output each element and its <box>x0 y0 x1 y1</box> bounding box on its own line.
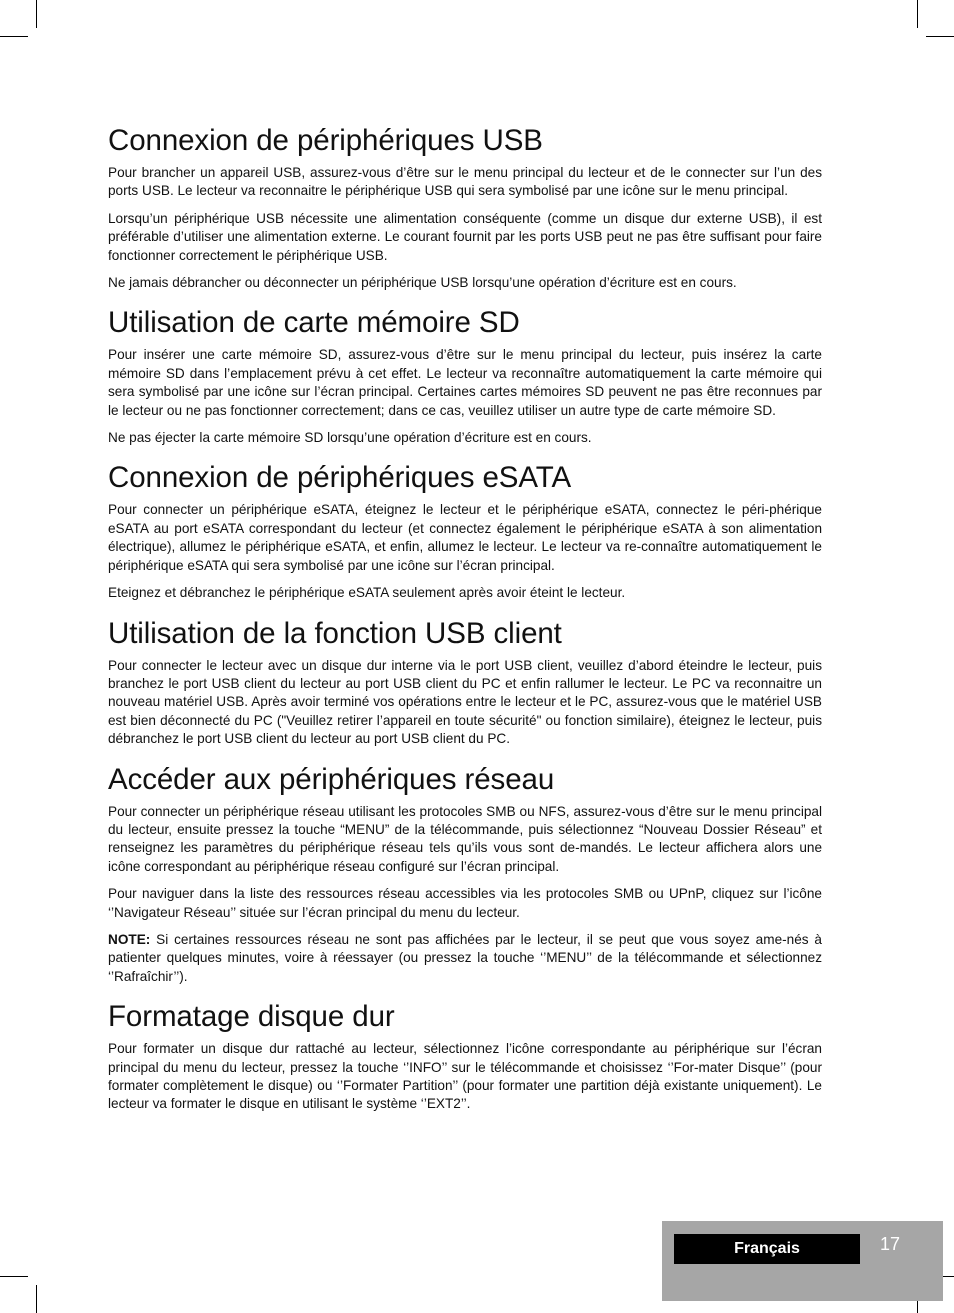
section-title: Connexion de périphériques eSATA <box>108 461 572 495</box>
section-usb-client <box>108 617 822 749</box>
paragraph: Ne jamais débrancher ou déconnecter un périphérique USB lorsqu’une opération d’écriture est en cours. <box>108 275 737 291</box>
language-label: Français <box>674 1234 860 1264</box>
note-text: Si certaines ressources réseau ne sont pas affichées par le lecteur, il se peut que vous soyez ame-nés à patienter quelques minutes, voire à réessayer (ou pressez la touche ‘’MENU’’ de la télécommande et sélectionnez ‘’Rafraîchir’’). <box>108 931 822 984</box>
note-paragraph <box>108 931 822 986</box>
section-esata <box>108 461 822 602</box>
paragraph: Pour connecter un périphérique eSATA, éteignez le lecteur et le périphérique eSATA, connectez le péri-phérique eSATA au port eSATA correspondant du lecteur (et connectez également le périphérique eSATA à son alimentation électrique), allumez le périphérique eSATA, et enfin, allumez le lecteur. Le lecteur va re-connaître automatiquement le périphérique eSATA qui sera symbolisé par une icône sur l’écran principal. <box>108 502 822 573</box>
paragraph: Pour formater un disque dur rattaché au lecteur, sélectionnez l’icône correspondante au périphérique sur l’écran principal du menu du lecteur, pressez la touche ‘’INFO’’ sur le télécommande et choisissez ‘’For-mater Disque’’ (pour formater complètement le disque) ou ‘’Formater Partition’’ (pour formater une partition déjà existante uniquement). Le lecteur va formater le disque en utilisant le système ‘’EXT2’’. <box>108 1041 822 1112</box>
section-title: Connexion de périphériques USB <box>108 124 543 157</box>
paragraph: Pour connecter un périphérique réseau utilisant les protocoles SMB ou NFS, assurez-vous d’être sur le menu principal du lecteur, ensuite pressez la touche “MENU” de la télécommande, puis sélectionnez “Nouveau Dossier Réseau” et renseignez les paramètres du périphérique réseau tels qu’ils vous sont de-mandés. Le lecteur affichera alors une icône correspondant au périphérique réseau configuré sur l’écran principal. <box>108 803 822 874</box>
crop-mark <box>36 1285 37 1313</box>
paragraph: Lorsqu’un périphérique USB nécessite une alimentation conséquente (comme un disque dur externe USB), il est préférable d’utiliser une alimentation externe. Le courant fournit par les ports USB peut ne pas être suffisant pour faire fonctionner correctement le périphérique USB. <box>108 210 822 263</box>
page-number: 17 <box>880 1234 901 1254</box>
paragraph: Pour insérer une carte mémoire SD, assurez-vous d’être sur le menu principal du lecteur, puis insérez la carte mémoire SD dans l’emplacement prévu à cet effet. Le lecteur va reconnaître automatiquement la carte mémoire qui sera symbolisé par une icône sur l’écran principal. Certaines cartes mémoires SD peuvent ne pas être reconnues par le lecteur ou ne pas fonctionner correctement; dans ce cas, veuillez utiliser un autre type de carte mémoire SD. <box>108 347 822 418</box>
section-title: Utilisation de la fonction USB client <box>108 616 562 650</box>
crop-mark <box>36 0 37 28</box>
section-title: Formatage disque dur <box>108 1000 395 1034</box>
paragraph: Pour connecter le lecteur avec un disque dur interne via le port USB client, veuillez d’abord éteindre le lecteur, puis branchez le port USB client du lecteur au port USB client du PC et enfin rallumer le lecteur. Le PC va reconnaitre un nouveau matériel USB. Après avoir terminé vos opérations entre le lecteur et le PC, assurez-vous que le matériel USB est bien déconnecté du PC ("Veuillez retirer l’appareil en toute sécurité" ou fonction similaire), éteignez le lecteur, puis débranchez le port USB client du lecteur au port USB client du PC. <box>108 657 822 747</box>
section-format <box>108 1000 822 1114</box>
note-label: NOTE: <box>108 931 151 947</box>
paragraph: Pour naviguer dans la liste des ressources réseau accessibles via les protocoles SMB ou UPnP, cliquez sur l’icône ‘’Navigateur Réseau’’ située sur l’écran principal du menu du lecteur. <box>108 886 822 920</box>
section-usb <box>108 124 822 292</box>
crop-mark <box>917 0 918 28</box>
crop-mark <box>0 1276 28 1277</box>
paragraph: Pour brancher un appareil USB, assurez-vous d’être sur le menu principal du lecteur et de le connecter sur l’un des ports USB. Le lecteur va reconnaitre le périphérique USB qui sera symbolisé par une icône sur le menu principal. <box>108 165 822 199</box>
section-title: Utilisation de carte mémoire SD <box>108 306 520 340</box>
paragraph: Ne pas éjecter la carte mémoire SD lorsqu’une opération d’écriture est en cours. <box>108 430 592 446</box>
crop-mark <box>926 36 954 37</box>
section-title: Accéder aux périphériques réseau <box>108 762 555 796</box>
paragraph: Eteignez et débranchez le périphérique eSATA seulement après avoir éteint le lecteur. <box>108 585 626 601</box>
footer-box <box>662 1221 943 1301</box>
section-sd-card <box>108 306 822 447</box>
section-network <box>108 763 822 987</box>
crop-mark <box>0 36 28 37</box>
page-content <box>108 124 822 1128</box>
